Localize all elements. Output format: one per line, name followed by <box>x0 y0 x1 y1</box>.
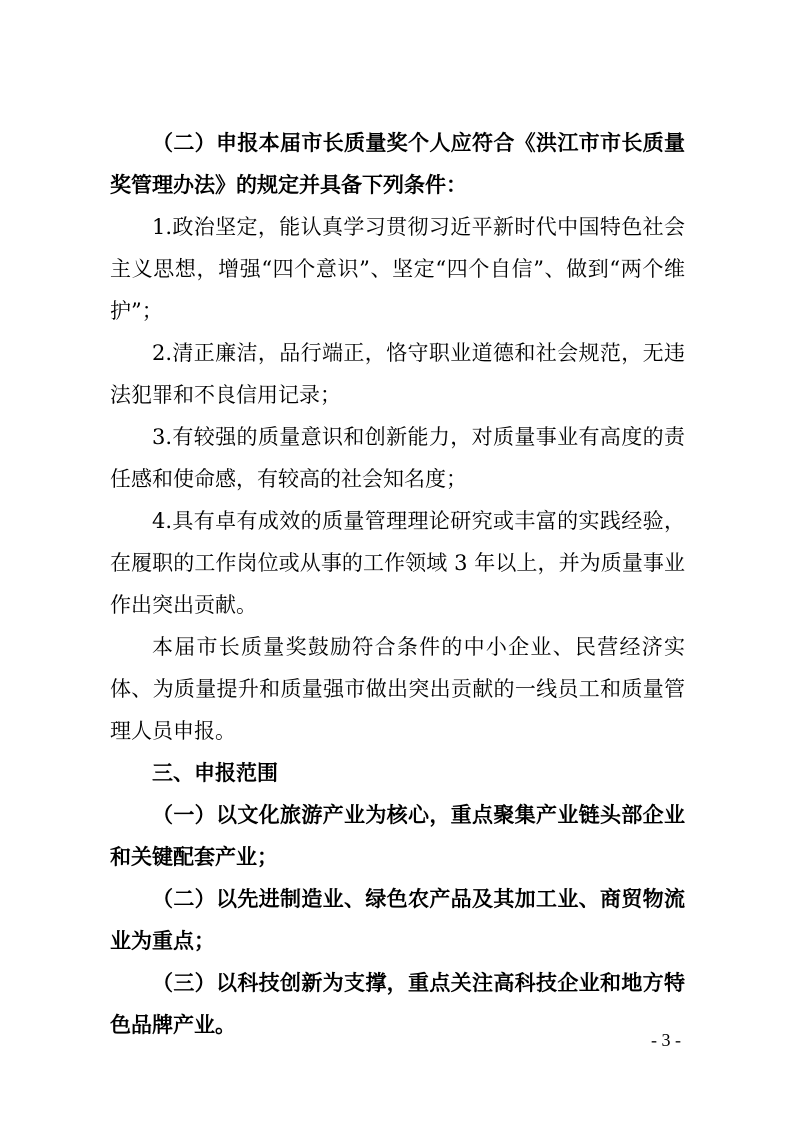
scope-item-2: （二）以先进制造业、绿色农产品及其加工业、商贸物流业为重点； <box>110 887 685 953</box>
encouragement-paragraph: 本届市长质量奖鼓励符合条件的中小企业、民营经济实体、为质量提升和质量强市做出突出贡献的一线员工和质量管理人员申报。 <box>110 635 685 743</box>
page-number: - 3 - <box>651 1030 681 1050</box>
condition-item-4: 4.具有卓有成效的质量管理理论研究或丰富的实践经验，在履职的工作岗位或从事的工作领域 3 年以上，并为质量事业作出突出贡献。 <box>110 509 685 617</box>
condition-item-1: 1.政治坚定，能认真学习贯彻习近平新时代中国特色社会主义思想，增强“四个意识”、坚定“四个自信”、做到“两个维护”； <box>110 215 685 323</box>
document-body <box>110 122 685 1046</box>
condition-item-2: 2.清正廉洁，品行端正，恪守职业道德和社会规范，无违法犯罪和不良信用记录； <box>110 341 685 407</box>
section-heading-scope: 三、申报范围 <box>152 761 278 785</box>
scope-item-3: （三）以科技创新为支撑，重点关注高科技企业和地方特色品牌产业。 <box>110 971 685 1037</box>
subsection-heading-individual-conditions: （二）申报本届市长质量奖个人应符合《洪江市市长质量奖管理办法》的规定并具备下列条件： <box>110 131 685 197</box>
condition-item-3: 3.有较强的质量意识和创新能力，对质量事业有高度的责任感和使命感，有较高的社会知名度； <box>110 425 685 491</box>
scope-item-1: （一）以文化旅游产业为核心，重点聚集产业链头部企业和关键配套产业； <box>110 803 685 869</box>
